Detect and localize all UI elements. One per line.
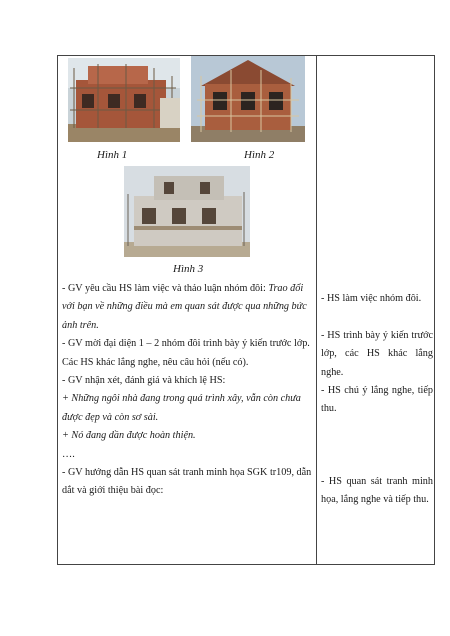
lesson-table <box>57 55 435 565</box>
teacher-activities <box>62 280 314 501</box>
left-paragraph-2: - GV mời đại diện 1 – 2 nhóm đôi trình bày ý kiến trước lớp. Các HS khác lắng nghe, nêu câu hỏi (nếu có). <box>62 338 310 368</box>
student-activity-1: - HS làm việc nhóm đôi. <box>321 293 422 304</box>
left-paragraph-7: - GV hướng dẫn HS quan sát tranh minh họa SGK tr109, dẫn dắt và giới thiệu bài đọc: <box>62 467 312 497</box>
left-paragraph-4: + Những ngôi nhà đang trong quá trình xây, vẫn còn chưa được đẹp và còn sơ sài. <box>62 393 301 423</box>
caption-hinh-2: Hình 2 <box>244 149 275 161</box>
left-paragraph-1: - GV yêu cầu HS làm việc và thảo luận nhóm đôi: Trao đổi với bạn về những điều mà em quan sát được qua những bức ảnh trên. <box>62 283 307 331</box>
construction-photo-2 <box>191 56 305 142</box>
column-divider <box>316 56 317 564</box>
student-activity-4: - HS quan sát tranh minh họa, lắng nghe và tiếp thu. <box>321 476 433 506</box>
student-activity-2: - HS trình bày ý kiến trước lớp, các HS khác lắng nghe. <box>321 330 433 378</box>
student-activity-3: - HS chú ý lắng nghe, tiếp thu. <box>321 385 433 415</box>
caption-hinh-1: Hình 1 <box>97 149 128 161</box>
left-paragraph-5: + Nó đang dần được hoàn thiện. <box>62 430 196 442</box>
caption-hinh-3: Hình 3 <box>173 263 204 275</box>
left-paragraph-3: - GV nhận xét, đánh giá và khích lệ HS: <box>62 375 226 387</box>
construction-photo-3 <box>124 166 250 257</box>
left-paragraph-6: …. <box>62 448 75 460</box>
construction-photo-1 <box>68 58 180 142</box>
